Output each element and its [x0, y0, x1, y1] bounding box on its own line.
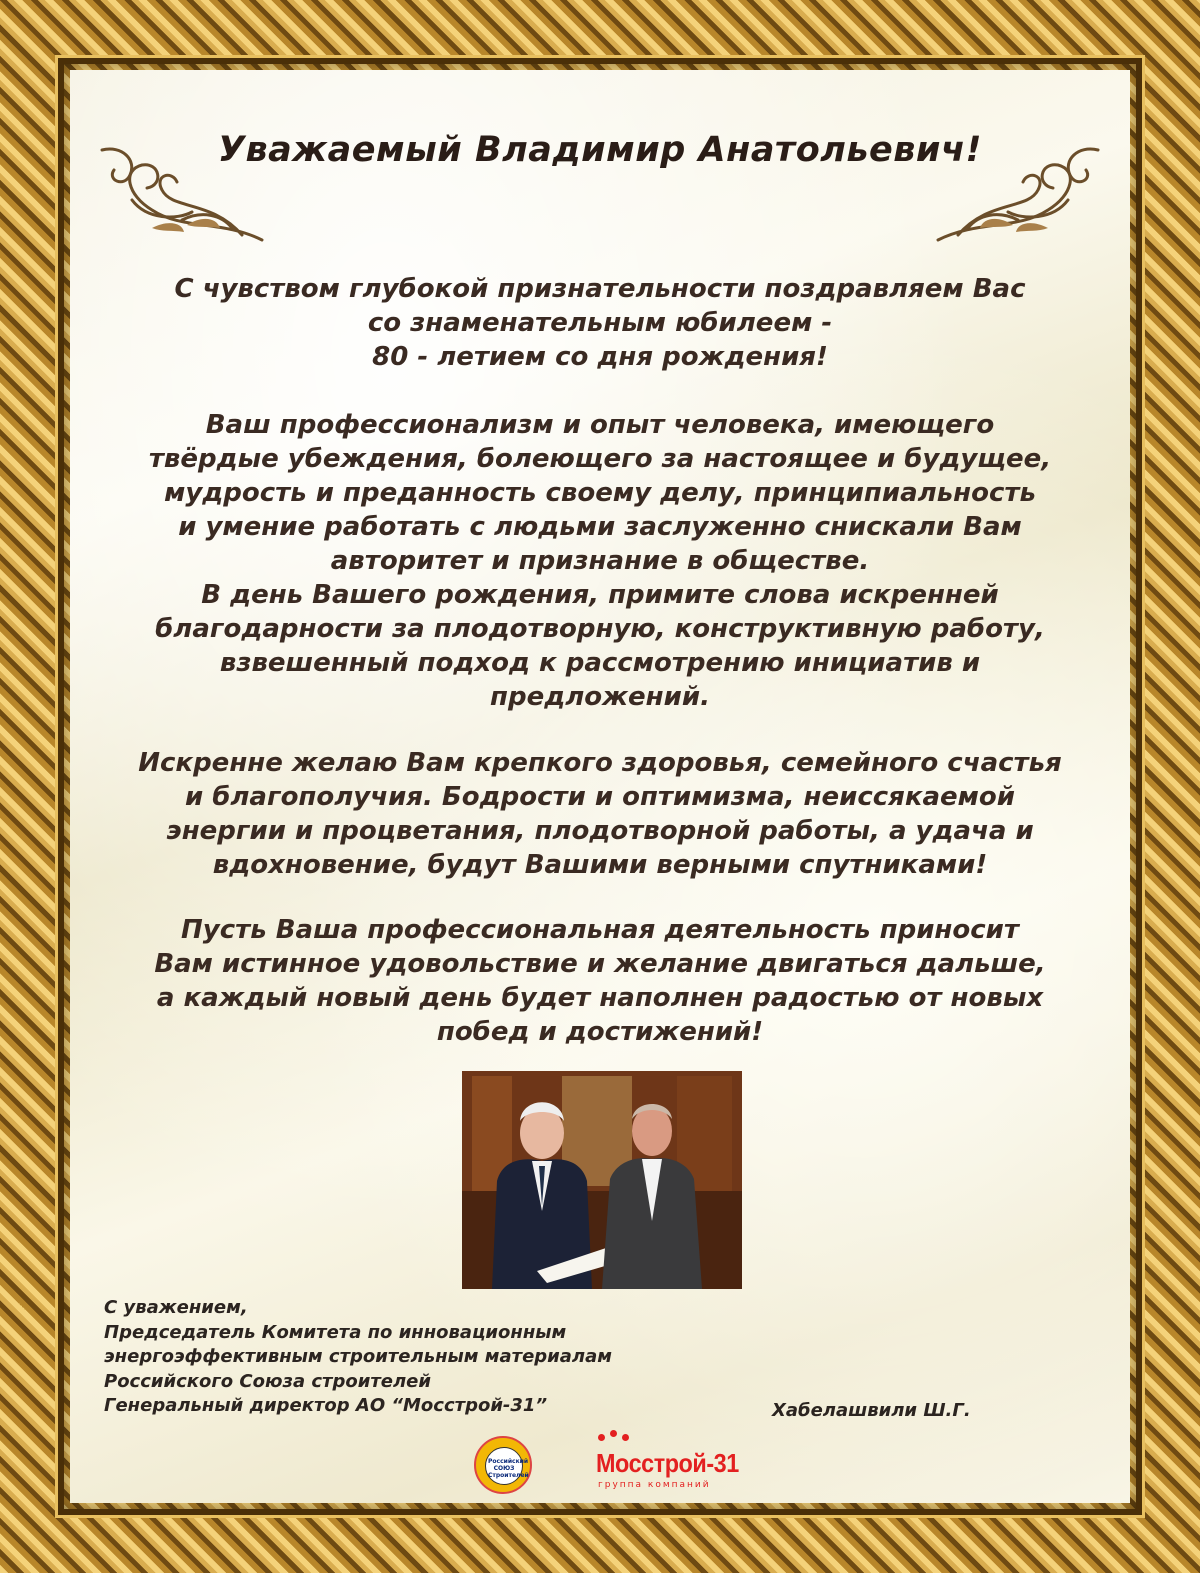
certificate-paper — [70, 70, 1130, 1503]
signer-name: Хабелашвили Ш.Г. — [772, 1400, 971, 1421]
text-line: твёрдые убеждения, болеющего за настоящее и будущее, — [148, 444, 1052, 474]
text-line: и благополучия. Бодрости и оптимизма, неиссякаемой — [184, 782, 1016, 812]
logo-dot — [622, 1434, 629, 1441]
text-line: и умение работать с людьми заслуженно снискали Вам — [178, 512, 1022, 542]
logo-dot — [610, 1430, 617, 1437]
right-flourish-ornament — [928, 140, 1108, 250]
closing-paragraph — [110, 913, 1090, 1049]
builders-union-logo — [474, 1436, 532, 1494]
text-line: мудрость и преданность своему делу, принципиальность — [164, 478, 1036, 508]
signature-line: энергоэффективным строительным материалам — [104, 1346, 612, 1367]
text-line: энергии и процветания, плодотворной работы, а удача и — [166, 816, 1034, 846]
signature-line: Российского Союза строителей — [104, 1370, 431, 1392]
text-line: благодарности за плодотворную, конструктивную работу, — [155, 614, 1045, 644]
wishes-paragraph — [110, 746, 1090, 882]
signature-line: Председатель Комитета по инновационным — [104, 1321, 567, 1343]
builders-union-logo-text: Российский СОЮЗ Строителей — [488, 1458, 529, 1479]
text-line: Ваш профессионализм и опыт человека, имеющего — [205, 410, 995, 440]
text-line: Вам истинное удовольствие и желание двигаться дальше, — [154, 949, 1046, 979]
text-line: со знаменательным юбилеем - — [367, 308, 833, 338]
text-line: Искренне желаю Вам крепкого здоровья, семейного счастья — [138, 748, 1062, 778]
text-line: взвешенный подход к рассмотрению инициатив и — [219, 648, 981, 678]
text-line: а каждый новый день будет наполнен радостью от новых — [156, 983, 1044, 1013]
builders-union-logo-inner — [485, 1447, 529, 1485]
text-line: побед и достижений! — [436, 1017, 764, 1047]
text-line: вдохновение, будут Вашими верными спутниками! — [212, 850, 988, 880]
professionalism-paragraph — [110, 408, 1090, 714]
ceremony-photo — [462, 1071, 742, 1289]
greeting-title: Уважаемый Владимир Анатольевич! — [218, 130, 982, 170]
congratulation-paragraph — [110, 272, 1090, 374]
text-line: С чувством глубокой признательности поздравляем Вас — [174, 274, 1026, 304]
mosstroy-logo-subtitle: группа компаний — [598, 1480, 711, 1490]
photo-illustration — [462, 1071, 742, 1289]
left-flourish-ornament — [92, 140, 272, 250]
text-line: 80 - летием со дня рождения! — [372, 342, 828, 372]
text-line: предложений. — [490, 682, 710, 712]
text-line: Пусть Ваша профессиональная деятельность приносит — [181, 915, 1019, 945]
mosstroy-logo-name: Мосстрой-31 — [596, 1448, 739, 1478]
logo-dot — [598, 1434, 605, 1441]
text-line: авторитет и признание в обществе. — [330, 546, 870, 576]
mosstroy-logo — [590, 1430, 740, 1492]
signature-line: Генеральный директор АО “Мосстрой-31” — [104, 1395, 548, 1416]
text-line: В день Вашего рождения, примите слова искренней — [201, 580, 999, 610]
signature-line: С уважением, — [104, 1297, 248, 1318]
